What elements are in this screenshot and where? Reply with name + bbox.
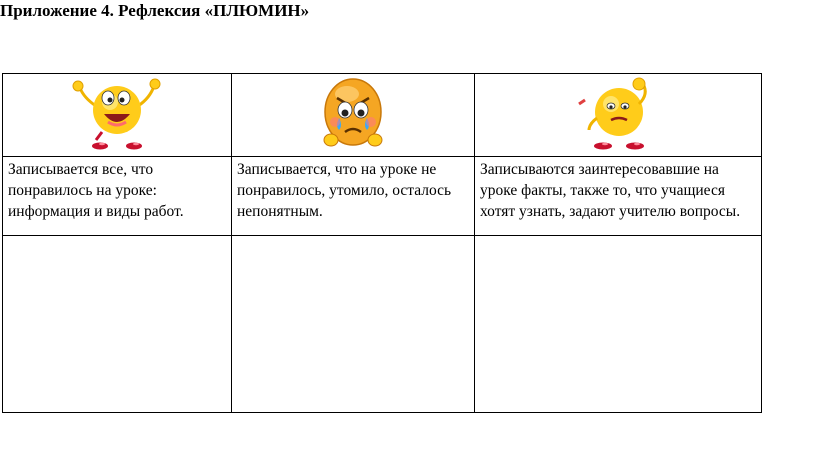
- description-cell-liked: [3, 157, 232, 236]
- answer-cell-liked[interactable]: [3, 236, 232, 413]
- description-text: Записывается все, что понравилось на уроке: информация и виды работ.: [8, 161, 184, 220]
- description-row: [3, 157, 762, 236]
- icon-cell-disliked: [232, 74, 475, 157]
- icon-row: [3, 74, 762, 157]
- answer-row: [3, 236, 762, 413]
- sad-crying-smiley-icon: [313, 74, 393, 154]
- description-cell-disliked: [232, 157, 475, 236]
- icon-cell-interesting: [475, 74, 762, 157]
- answer-cell-disliked[interactable]: [232, 236, 475, 413]
- description-text: Записываются заинтересовавшие на уроке факты, также то, что учащиеся хотят узнать, задают учителю вопросы.: [480, 161, 741, 220]
- answer-cell-interesting[interactable]: [475, 236, 762, 413]
- reflection-table: [2, 73, 762, 413]
- page-title: Приложение 4. Рефлексия «ПЛЮМИН»: [0, 1, 310, 20]
- happy-smiley-icon: [62, 74, 172, 154]
- icon-cell-liked: [3, 74, 232, 157]
- thinking-smiley-icon: [563, 74, 673, 154]
- description-text: Записывается, что на уроке не понравилось, утомило, осталось непонятным.: [237, 161, 452, 220]
- description-cell-interesting: [475, 157, 762, 236]
